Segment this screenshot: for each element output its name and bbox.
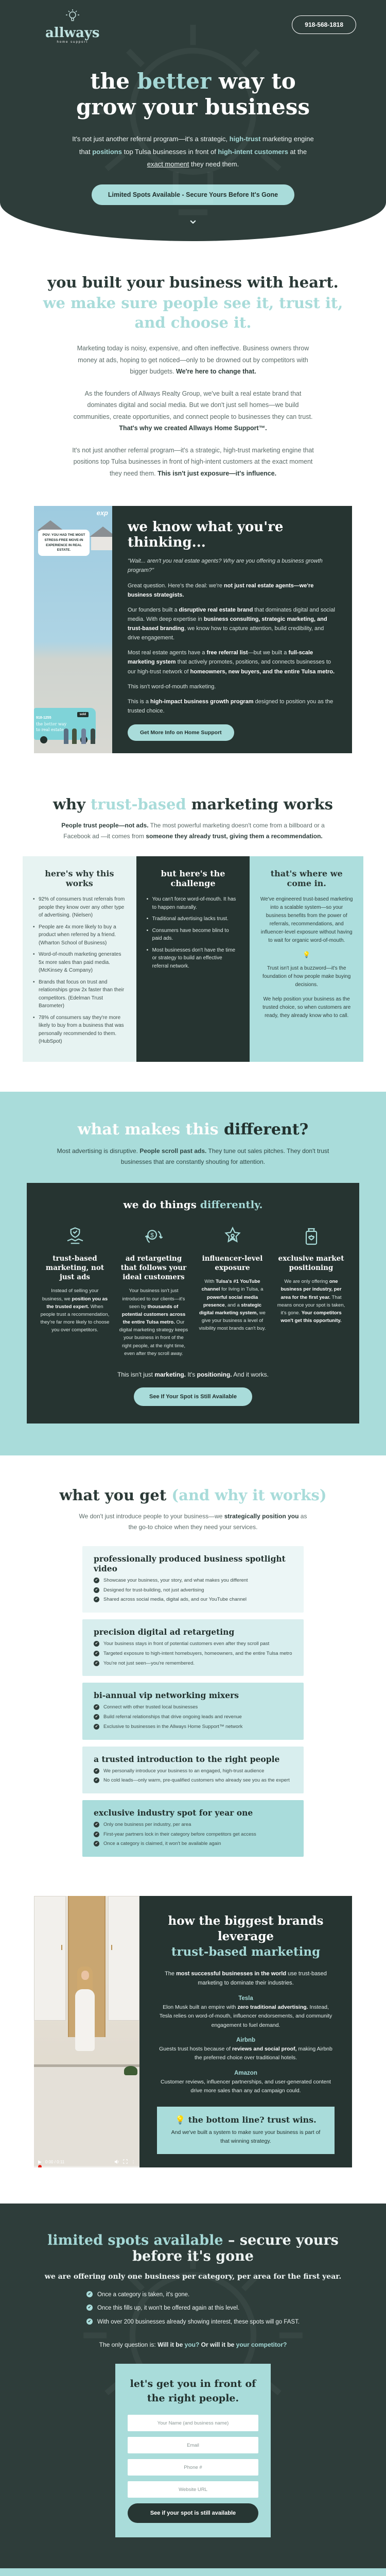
list-item: ✔ Once a category is claimed, it won't be available again — [94, 1840, 292, 1848]
phone-field[interactable] — [128, 2459, 258, 2476]
list-item: ✔ Build referral relationships that drive ongoing leads and revenue — [94, 1714, 292, 1721]
list-item: ✔ Targeted exposure to high-intent homebuyers, homeowners, and the entire Tulsa metro — [94, 1650, 292, 1658]
text-segment: When people trust a recommendation, they're far more likely to choose you over competitors. — [40, 1303, 110, 1333]
website-field[interactable] — [128, 2481, 258, 2498]
why-columns — [23, 856, 363, 1062]
differently-heading-pre: we do things — [123, 1198, 200, 1211]
list-item: ✔ Designed for trust-building, not just advertising — [94, 1587, 292, 1595]
people-figure — [64, 728, 68, 744]
kitchen-cabinet — [108, 1896, 140, 2021]
volume-icon[interactable] — [114, 2159, 119, 2165]
text-segment: powerful social media presence — [203, 1294, 258, 1308]
wyg-heading-accent: (and why it works) — [171, 1486, 327, 1504]
limited-subtitle: we are offering only one business per category, per area for the first year. — [44, 2272, 342, 2281]
people-figure — [81, 728, 86, 744]
brand-name: Amazon — [234, 2070, 257, 2076]
text-segment: The only question is: — [99, 2341, 158, 2349]
feature-title: exclusive market positioning — [278, 1254, 344, 1272]
text-segment: exact moment — [147, 160, 189, 168]
lightbulb-emoji-icon: 💡 — [175, 2115, 186, 2125]
text-segment: disruptive real estate brand — [179, 606, 253, 613]
text-segment: That means once your spot is taken, it's gone. — [277, 1294, 345, 1316]
callout-title — [166, 2115, 325, 2125]
brand-name: allways — [45, 25, 100, 41]
intro-section — [0, 241, 386, 500]
feature-column-trust — [40, 1224, 110, 1358]
list-item: • Traditional advertising lacks trust. — [147, 915, 240, 923]
feature-column-influencer — [198, 1224, 267, 1358]
list-item: • Most businesses don't have the time or strategy to build an effective referral network. — [147, 946, 240, 971]
feature-text — [198, 1278, 267, 1332]
text-segment: positioning. — [197, 1371, 232, 1379]
truck-slogan-line2: to real estate — [36, 727, 64, 732]
text-segment: Our digital marketing strategy keeps your business in front of the right people, at the right time, even after they scroll away. — [119, 1319, 188, 1357]
truck-phone-text: 918-1255 — [36, 716, 51, 720]
lead-form-card — [115, 2364, 271, 2537]
home-support-cta-button[interactable]: Get More Info on Home Support — [128, 724, 234, 741]
list-item: • People are 4x more likely to buy a product when referred by a friend. (Wharton School of Business) — [33, 923, 126, 947]
differently-heading — [40, 1198, 346, 1211]
lightbulb-emoji-icon: 💡 — [303, 951, 311, 959]
benefit-item — [82, 1619, 304, 1676]
truck-slogan — [36, 722, 66, 733]
thinking-paragraph-4: This isn't word-of-mouth marketing. — [128, 683, 216, 690]
benefit-item — [82, 1800, 304, 1857]
why-heading-pre: why — [53, 795, 91, 814]
limited-question — [21, 2341, 365, 2348]
text-segment: As the founders of Allways Realty Group, we've built a real estate brand that dominates digital and social media. But we don't just sell homes—we build communities, create opportunities, and connect people to businesses they can trust. — [73, 389, 313, 420]
truck-slogan-accent: better — [44, 722, 57, 727]
solution-paragraph-3: We help position your business as the trusted choice, so when customers are ready, they already know who to call. — [262, 996, 351, 1019]
email-field[interactable] — [128, 2437, 258, 2453]
different-footer-line — [40, 1371, 346, 1378]
text-segment: making Airbnb the preferred choice over traditional hotels. — [194, 2046, 332, 2061]
text-segment: Customer reviews, influencer partnerships, and user-generated content drive more sales than any ad campaign could. — [161, 2078, 331, 2094]
hero-title-line2: grow your business — [76, 94, 310, 120]
hero-cta-button[interactable]: Limited Spots Available - Secure Yours Before It's Gone — [92, 184, 294, 205]
why-column-solution — [250, 856, 363, 1062]
text-segment: , we know how to capture attention, build credibility, and drive engagement. — [128, 625, 324, 641]
text-segment: —but we built a — [248, 650, 289, 656]
list-item: • Word-of-mouth marketing generates 5x more sales than paid media. (McKinsey & Company) — [33, 951, 126, 975]
text-segment: at the — [288, 147, 307, 156]
money-circulation-icon — [119, 1224, 188, 1249]
text-segment: strategic digital marketing system, — [199, 1302, 262, 1316]
text-segment: The most powerful marketing doesn't come from a billboard or a Facebook ad —it comes from — [63, 822, 325, 840]
sold-sign: sold — [77, 712, 89, 717]
thinking-paragraph-2 — [128, 605, 337, 643]
hero-title-accent: better — [137, 69, 212, 94]
why-column-challenge — [136, 856, 250, 1062]
text-segment: high-impact business growth program — [150, 698, 254, 705]
wyg-heading-dark: what you get — [59, 1486, 172, 1504]
why-column-title: that's where we come in. — [270, 869, 343, 889]
text-segment: that dominates digital and social media. With deep expertise in — [128, 606, 335, 622]
text-segment: They tune out sales pitches. They don't trust businesses that are constantly shouting for attention. — [120, 1147, 329, 1165]
thinking-paragraph-1 — [128, 581, 337, 600]
star-person-icon — [198, 1224, 267, 1249]
text-segment: And it works. — [232, 1371, 269, 1379]
list-item: • You can't force word-of-mouth. It has to happen naturally. — [147, 895, 240, 911]
brand-logo — [45, 8, 100, 44]
wyg-heading — [36, 1486, 350, 1504]
intro-paragraph-3 — [69, 445, 317, 480]
text-segment: designed to position you as the trusted choice. — [128, 698, 334, 715]
differently-heading-accent: differently. — [200, 1198, 263, 1211]
limited-spots-section — [0, 2204, 386, 2568]
handshake-shield-icon — [40, 1224, 110, 1249]
brands-heading-line1: how the biggest brands leverage — [168, 1914, 324, 1943]
text-segment: strategically position you — [224, 1513, 299, 1520]
list-item: • Brands that focus on trust and relationships grow 2x faster than their competitors. (Edelman Trust Barometer) — [33, 978, 126, 1010]
intro-heading-dark: you built your business with heart. — [47, 274, 339, 292]
page-footer — [0, 2568, 386, 2576]
benefit-title: exclusive industry spot for year one — [94, 1807, 253, 1818]
why-heading-post: marketing works — [186, 795, 333, 814]
why-column-title: but here's the challenge — [161, 869, 225, 889]
people-figure — [72, 728, 77, 744]
text-segment: you? — [184, 2341, 200, 2349]
text-segment: free referral list — [206, 650, 248, 656]
text-segment: Instead, Tesla relies on word-of-mouth, influencer endorsements, and community engagement to fuel demand. — [159, 2004, 332, 2028]
list-item: ✔ Connect with other trusted local businesses — [94, 1704, 292, 1711]
text-segment: marketing. — [154, 1371, 186, 1379]
text-segment: your competitor? — [236, 2341, 287, 2349]
why-works-list — [33, 895, 126, 1046]
bottom-line-callout — [157, 2107, 335, 2154]
text-segment: Tulsa's #1 YouTube channel — [201, 1279, 260, 1293]
feature-text — [276, 1278, 346, 1325]
benefit-title: bi-annual vip networking mixers — [94, 1690, 239, 1701]
text-segment: reviews and social proof, — [232, 2046, 297, 2053]
thinking-card-body — [112, 506, 352, 753]
text-segment: Your business isn't just introduced to our clients—it's seen by — [122, 1288, 185, 1310]
intro-paragraph-2 — [69, 388, 317, 434]
exclusive-badge-icon — [276, 1224, 346, 1249]
text-segment: It's not just another referral program—it's a strategic, — [72, 135, 230, 143]
text-segment: Great question. Here's the deal: we're — [128, 582, 224, 589]
text-segment: position you as the trusted expert. — [46, 1296, 108, 1310]
lightbulb-logo-icon — [65, 8, 80, 26]
benefit-title: professionally produced business spotlight video — [94, 1554, 286, 1574]
why-heading — [23, 795, 363, 813]
feature-text — [40, 1287, 110, 1334]
spotlight-video[interactable] — [34, 1896, 139, 2167]
truck-wheel — [40, 736, 47, 743]
kitchen-cabinet — [34, 1896, 66, 2021]
limited-heading-accent: limited spots available — [47, 2232, 223, 2248]
solution-paragraph-2: Trust isn't just a buzzword—it's the foundation of how people make buying decisions. — [262, 965, 351, 988]
text-segment: full-scale marketing system — [128, 650, 313, 666]
brand-text — [157, 2045, 335, 2063]
list-item: • 78% of consumers say they're more likely to buy from a business that was personally recommended to them. (HubSpot) — [33, 1014, 126, 1046]
why-challenge-list — [147, 895, 240, 970]
brands-intro — [157, 1969, 335, 1988]
brand-entry-amazon — [157, 2070, 335, 2096]
text-segment: business consulting, strategic marketing, and trust-based branding — [128, 616, 327, 632]
benefit-list — [94, 1704, 292, 1731]
brands-card — [34, 1896, 352, 2167]
hero-title — [25, 69, 361, 120]
hero-section — [0, 0, 386, 241]
brand-entry-airbnb — [157, 2037, 335, 2063]
solution-paragraph-1: We've engineered trust-based marketing into a scalable system—so your business benefits from the power of referrals, recommendations, and influencer-level exposure without having to wait for organic word-of-mouth. — [260, 896, 353, 944]
text-segment: The — [165, 1970, 177, 1977]
benefit-list — [94, 1768, 292, 1785]
why-heading-accent: trust-based — [91, 795, 186, 814]
text-segment: high-intent customers — [218, 147, 288, 156]
what-you-get-section — [0, 1455, 386, 1892]
list-item: ✔ Only one business per industry, per area — [94, 1821, 292, 1829]
different-subtitle — [54, 1146, 332, 1167]
list-item: ✔ We personally introduce your business to an engaged, high-trust audience — [94, 1768, 292, 1775]
text-segment: positions — [92, 147, 122, 156]
form-heading: let's get you in front of the right people. — [130, 2378, 256, 2404]
benefit-list — [94, 1821, 292, 1848]
text-segment: People scroll past ads. — [139, 1147, 207, 1155]
hero-title-pre: the — [90, 69, 137, 94]
brand-entry-tesla — [157, 1995, 335, 2030]
text-segment: Elon Musk built an empire with — [163, 2004, 238, 2011]
list-item: ✔ Once a category is taken, it's gone. — [86, 2290, 300, 2299]
phone-button[interactable]: 918-568-1818 — [292, 15, 356, 34]
brands-card-body — [139, 1896, 352, 2167]
why-column-works — [23, 856, 136, 1062]
text-segment: That's why we created Allways Home Support™. — [119, 425, 267, 432]
list-item: ✔ First-year partners lock in their category before competitors get access — [94, 1831, 292, 1839]
callout-text: And we've built a system to make sure your business is part of that winning strategy. — [171, 2129, 321, 2145]
brands-heading — [157, 1913, 335, 1960]
benefit-list — [94, 1640, 292, 1667]
text-segment: , and a — [224, 1302, 241, 1308]
form-submit-button[interactable]: See if your spot is still available — [128, 2503, 258, 2523]
text-segment: Your competitors won't get this opportunity. — [280, 1310, 342, 1324]
cabinet-handle — [61, 1945, 62, 1950]
text-segment: People trust people—not ads. — [61, 822, 149, 829]
text-segment: not just real estate agents—we're business strategists. — [128, 582, 314, 598]
thinking-card — [34, 506, 352, 753]
brand-name: Airbnb — [236, 2037, 256, 2044]
different-heading-dark: different? — [223, 1120, 309, 1139]
intro-paragraph-1 — [69, 343, 317, 378]
text-segment: Instead of selling your business, we — [42, 1288, 99, 1302]
text-segment: high-trust — [229, 135, 261, 143]
differently-card — [27, 1183, 359, 1423]
video-progress-bar[interactable] — [34, 2166, 139, 2167]
plant-decor — [124, 2066, 137, 2075]
text-segment: most successful businesses in the world — [176, 1970, 287, 1977]
kebab-menu-icon[interactable]: ⋮ — [131, 2160, 135, 2165]
why-subtitle — [54, 820, 332, 842]
why-section — [0, 785, 386, 1092]
text-segment: that actively promotes, positions, and connects businesses to our high-trust network of — [128, 659, 331, 675]
text-segment: use trust-based marketing to dominate their industries. — [198, 1970, 327, 1987]
text-segment: We don't just introduce people to your business—we — [79, 1513, 224, 1520]
text-segment: This isn't just — [117, 1371, 155, 1379]
benefit-list — [94, 1577, 292, 1604]
text-segment: Will it be — [157, 2341, 185, 2349]
list-item: • 92% of consumers trust referrals from people they know over any other type of advertising. (Nielsen) — [33, 895, 126, 920]
truck-slogan-post: way — [57, 722, 67, 727]
people-figure — [91, 728, 95, 744]
benefit-title: precision digital ad retargeting — [94, 1627, 235, 1637]
text-segment: Marketing today is noisy, expensive, and often ineffective. Business owners throw money at ads, hoping to get noticed—only to be drowned out by competitors with bigger budgets. — [77, 345, 309, 376]
hero-paragraph — [72, 133, 314, 171]
text-segment: Most advertising is disruptive. — [57, 1147, 140, 1155]
text-segment: We're here to change that. — [176, 368, 256, 376]
text-segment: Or will it be — [199, 2341, 236, 2349]
spot-available-cta-button[interactable]: See If Your Spot is Still Available — [134, 1387, 252, 1406]
limited-heading-rest: – secure yours before it's gone — [132, 2232, 339, 2264]
scroll-down-chevron-icon[interactable]: ⌄ — [187, 211, 199, 227]
name-field[interactable] — [128, 2415, 258, 2431]
text-segment: someone they already trust, giving them a recommendation. — [146, 833, 323, 840]
text-segment: top Tulsa businesses in front of — [121, 147, 218, 156]
brand-tagline: home support — [57, 41, 89, 44]
fullscreen-icon[interactable] — [123, 2159, 128, 2165]
list-item: • Consumers have become blind to paid ads. — [147, 927, 240, 943]
text-segment: Guests trust hosts because of — [159, 2046, 232, 2053]
photo-caption-bubble: POV: YOU HAD THE MOST STRESS-FREE MOVE-IN EXPERIENCE IN REAL ESTATE. — [38, 530, 90, 556]
differently-columns — [40, 1224, 346, 1358]
feature-column-exclusive — [276, 1224, 346, 1358]
different-section — [0, 1092, 386, 1455]
different-heading — [0, 1121, 386, 1139]
wyg-subtitle — [75, 1511, 311, 1533]
play-button[interactable]: ▶ — [38, 2159, 42, 2165]
text-segment: This isn't just exposure—it's influence. — [157, 469, 277, 477]
exp-logo: exp — [96, 509, 108, 517]
brand-name: Tesla — [238, 1995, 253, 2002]
intro-heading-teal: we make sure people see it, trust it, and choose it. — [43, 294, 343, 331]
feature-title: trust-based marketing, not just ads — [45, 1254, 104, 1282]
text-segment: It's — [185, 1371, 197, 1379]
page-header — [25, 8, 361, 44]
feature-title: influencer-level exposure — [202, 1254, 263, 1272]
thinking-paragraph-3 — [128, 648, 337, 676]
text-segment: thousands of potential customers across the entire Tulsa metro. — [121, 1303, 186, 1326]
text-segment: This is a — [128, 698, 151, 705]
text-segment: Most real estate agents have a — [128, 650, 207, 656]
list-item: ✔ You're not just seen—you're remembered. — [94, 1660, 292, 1668]
limited-heading — [21, 2232, 365, 2264]
callout-title-text: the bottom line? trust wins. — [188, 2115, 317, 2125]
video-controls — [34, 2159, 139, 2165]
brand-text — [157, 2003, 335, 2030]
list-item: ✔ Exclusive to businesses in the Allways Home Support™ network — [94, 1723, 292, 1731]
moving-truck-photo — [34, 506, 112, 753]
video-presenter — [70, 1967, 101, 2167]
text-segment: homeowners, new buyers, and the entire Tulsa metro. — [190, 668, 335, 675]
benefit-item — [82, 1747, 304, 1793]
list-item: ✔ No cold leads—only warm, pre-qualified customers who already see you as the expert — [94, 1777, 292, 1785]
list-item: ✔ Shared across social media, digital ads, and our YouTube channel — [94, 1596, 292, 1604]
cabinet-handle — [111, 1945, 112, 1950]
list-item: ✔ Showcase your business, your story, and what makes you different — [94, 1577, 292, 1585]
text-segment: We are only offering — [284, 1279, 329, 1285]
text-segment: one business per industry, per area for the first year. — [280, 1279, 342, 1300]
text-segment: for living in Tulsa, a — [220, 1286, 264, 1293]
benefit-title: a trusted introduction to the right people — [94, 1754, 280, 1764]
house-graphic — [90, 527, 112, 550]
text-segment: Our founders built a — [128, 606, 179, 613]
thinking-paragraph-5 — [128, 697, 337, 716]
limited-checklist — [86, 2290, 300, 2331]
feature-column-retargeting — [119, 1224, 188, 1358]
text-segment: they need them. — [189, 160, 239, 168]
video-timestamp: 0:00 / 0:11 — [45, 2160, 65, 2165]
truck-slogan-pre: the — [36, 722, 44, 727]
text-segment: With — [204, 1279, 216, 1285]
list-item: ✔ Once this fills up, it won't be offered again at this level. — [86, 2303, 300, 2313]
benefit-item — [82, 1683, 304, 1739]
hero-title-post: way to — [211, 69, 296, 94]
different-heading-light: what makes this — [77, 1120, 224, 1139]
brands-heading-line2: trust-based marketing — [171, 1944, 321, 1959]
feature-title: ad retargeting that follows your ideal customers — [120, 1254, 187, 1282]
text-segment: as the go-to choice when they need your services. — [128, 1513, 307, 1531]
list-item: ✔ Your business stays in front of potential customers even after they scroll past — [94, 1640, 292, 1648]
why-column-title: here's why this works — [45, 869, 114, 889]
thinking-heading: we know what you're thinking... — [128, 519, 284, 551]
text-segment: zero traditional advertising. — [237, 2004, 308, 2011]
text-segment: we give your business a level of visibility most brands can't buy. — [199, 1310, 266, 1332]
text-segment: marketing engine that — [79, 135, 314, 156]
svg-text:$: $ — [150, 1232, 154, 1239]
text-segment: It's not just another referral program—it's a strategic, high-trust marketing engine that positions top Tulsa businesses in front of high-intent customers at the exact moment they need them. — [72, 446, 314, 477]
list-item: ✔ With over 200 businesses already showing interest, these spots will go FAST. — [86, 2317, 300, 2327]
benefit-item — [82, 1546, 304, 1613]
brand-text — [157, 2078, 335, 2096]
thinking-quote: "Wait... aren't you real estate agents? Why are you offering a business growth program?" — [128, 558, 323, 574]
feature-text — [119, 1287, 188, 1358]
